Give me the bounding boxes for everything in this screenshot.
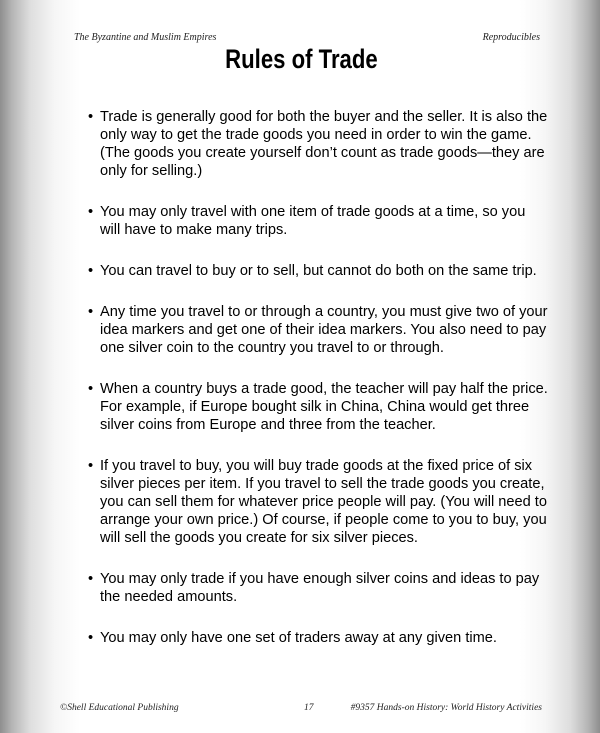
rule-text: You may only have one set of traders away at any given time. <box>100 630 497 646</box>
bullet-icon: • <box>88 204 94 220</box>
footer-publisher: ©Shell Educational Publishing <box>60 703 179 713</box>
rule-text: If you travel to buy, you will buy trade goods at the fixed price of six silver pieces per item. If you travel to sell the trade goods you create, you can sell them for whatever price people will pay. (You will need to arrange your own price.) Of course, if people come to you to buy, you will sell the goods you create for six silver pieces. <box>100 458 547 546</box>
rule-text: When a country buys a trade good, the teacher will pay half the price. For example, if Europe bought silk in China, China would get three silver coins from Europe and three from the teacher. <box>100 381 548 433</box>
header-reproducibles-label: Reproducibles <box>482 32 540 43</box>
rule-item <box>88 457 548 547</box>
rule-text: Any time you travel to or through a country, you must give two of your idea markers and get one of their idea markers. You also need to pay one silver coin to the country you travel to or through. <box>100 304 548 356</box>
rule-text: Trade is generally good for both the buyer and the seller. It is also the only way to get the trade goods you need in order to win the game. (The goods you create yourself don’t count as trade goods—they are only for selling.) <box>100 109 548 179</box>
rule-item <box>88 629 548 647</box>
rule-text: You may only travel with one item of trade goods at a time, so you will have to make many trips. <box>100 204 526 238</box>
bullet-icon: • <box>88 458 94 474</box>
rule-item <box>88 262 548 280</box>
bullet-icon: • <box>88 304 94 320</box>
footer-book-title: #9357 Hands-on History: World History Activities <box>350 703 542 713</box>
page-title: Rules of Trade <box>225 44 378 74</box>
rules-list <box>88 108 548 670</box>
bullet-icon: • <box>88 630 94 646</box>
rule-text: You may only trade if you have enough silver coins and ideas to pay the needed amounts. <box>100 571 540 605</box>
bullet-icon: • <box>88 263 94 279</box>
bullet-icon: • <box>88 109 94 125</box>
bullet-icon: • <box>88 571 94 587</box>
rule-item <box>88 203 548 239</box>
bullet-icon: • <box>88 381 94 397</box>
rule-text: You can travel to buy or to sell, but cannot do both on the same trip. <box>100 263 537 279</box>
footer-page-number: 17 <box>304 703 314 713</box>
rule-item <box>88 108 548 180</box>
rule-item <box>88 380 548 434</box>
header-section-title: The Byzantine and Muslim Empires <box>74 32 217 43</box>
rule-item <box>88 303 548 357</box>
rule-item <box>88 570 548 606</box>
